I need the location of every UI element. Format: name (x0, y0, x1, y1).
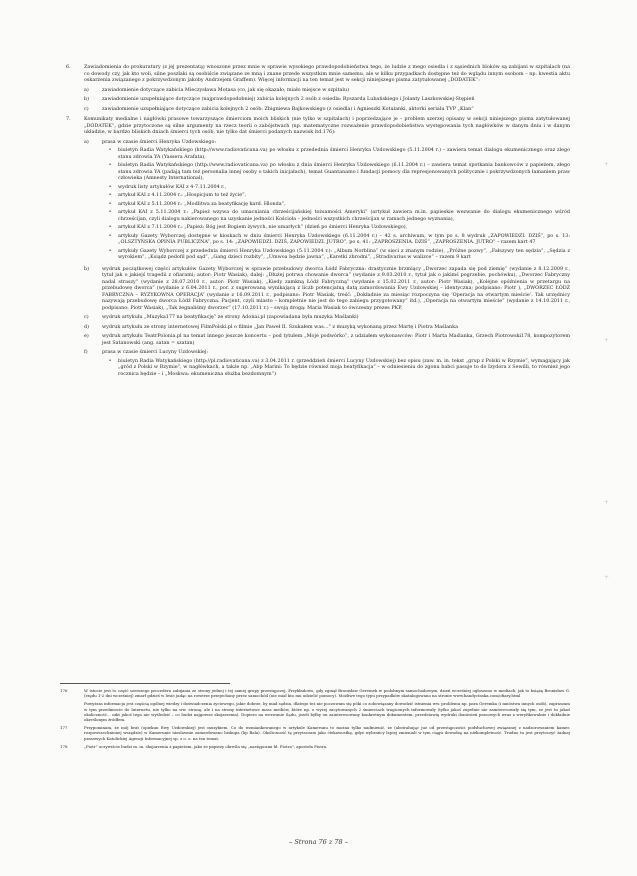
sub-item: a) prasa w czasie śmierci Henryka Uzdowskiego: • biuletyn Radia Watykańskiego (http://www.radiovaticana.va) po włosku z przedednia śmierci Henryka Uzdowskiego (5.11.2004 r.) – zawiera temat dialogu ekumenicznego oraz zlego stanu zdrowia YA (Yassera Arafata), • biuletyn Radia Watykańskiego (http://www.radiovaticana.va) po włosku z dnia śmierci Henryka Uzdowskiego (6.11.2004 r.) – zawiera temat spotkania bankowców z papieżem, złego stanu zdrowia YA (padają tam też personalia innej osoby o takich inicjałach), temat Guantanamo i fundacji pomocy dla represjonowanych politycznie i pokrzywdzonych łamaniem praw człowieka (Amnesty International), • wydruk listy artykułów KAI z 4-7.11.2004 r., • artykuł KAI z 4.11.2004 r.: „Hospicjum to też życie”, • artykuł KAI z 5.11.2004 r.: „Modlitwa za beatyfikację kard. Hlonda”, • artykuł KAI z 5.11.2004 r.: „Papież wzywa do umacniania chrześcijańskiej tożsamości Ameryki” (artykuł zawiera m.in. papieskie wezwanie do dialogu ekumenicznego wśród chrześcijan, czyli dialogu nakierowanego na uzyskanie jedności Kościoła – jedności wszystkich chrześcijan w ramach jednego wyznania), • artykuł KAI z 7.11.2004 r.: „Papież: Bóg jest Bogiem żywych, nie umarłych” (dzień po śmierci Henryka Uzdowskiego), • artykuły Gazety Wyborczej dostępne w kioskach w dniu śmierci Henryka Uzdowskiego (6.11.2004 r.) – 42 s. archiwum, w tym po s. 8 wydruk „ZAPOWIEDZI. DZIŚ”, po s. 13: „OLSZTYŃSKA OPINIA PUBLICZNA”, po s. 14: „ZAPOWIEDZI. DZIŚ, ZAPOWIEDZI. JUTRO”, po s. 41: „ZAPROSZENIA. DZIŚ”, „ZAPROSZENIA. JUTRO” – razem kart 47 • artykuły Gazety Wyborczej z przedednia śmierci Henryka Uzdowskiego (5.11.2004 r.): „Album Norblina” (w sieci z znanym rodzie), „Próżne pozwy”, „Fałszywy ten sędzia”, „Sędzia z wyrokiem”, „Ksiądz pedofil pod sąd”, „Gang dzieci rozbity”, „Umwoa będzie jawna”, „Karetki zbrodni”, „Stradivarius w walizce” – razem 9 kart (84, 138, 570, 260)
sub-item: d) wydruk artykułu ze strony internetowej FilmPolski.pl o filmie „Jan Paweł II. Szukałem was…” z muzyką wykonaną przez Martę i Piotra Maślanka (84, 323, 458, 330)
list-item-7 (60, 116, 570, 379)
margin-mark: + (604, 574, 610, 581)
main-content (60, 64, 570, 383)
bullet-item: • artykuł KAI z 5.11.2004 r.: „Papież wzywa do umacniania chrześcijańskiej tożsamości Ameryki” (artykuł zawiera m.in. papieskie wezwanie do dialogu ekumenicznego wśród chrześcijan, czyli dialogu nakierowanego na uzyskanie jedności Kościoła – jedności wszystkich chrześcijan w ramach jednego wyznania), (108, 209, 570, 222)
margin-mark: + (604, 337, 610, 344)
margin-mark: + (604, 161, 610, 168)
bullet-item: • biuletyn Radia Watykańskiego (http://pl.radiovaticana.va) z 3.04.2011 r. (przeddzień śmierci Lucyny Uzdowskiej) bez opisu (zaw. m. in. tekst „grup z Polski w Rzymie”, wymagający jak „gród z Polski w Rzymie”, w nagłówkach, a także np. „Abp Marini: To będzie również moja beatyfikacja” – w odniesieniu do zgonu babci pasuje to do Izydora z Sewilli, to również jego rocznica będzie – i „Moskwa: ekumeniczna służba bezdomnym”) (108, 357, 570, 377)
item-text: Zawiadomienia do prokuratury (z jej prezentatą) wnoszone przez mnie w sprawie wysokiego prawdopodobieństwa tego, że ludzie z mego osiedla i z sąsiednich bloków są zabijani w szpitalach (na co dowody czy, jak kto woli, silne poszlaki są osobiście związane ze mną i znane przede wszystkim mnie samemu, ale w kilku przypadkach dostępne też do wglądu innym osobom – np. kwestia aktu oskarżenia związanego z pokrzywdzonym jakoby Andrzejem Graffem). Więcej informacji na ten temat jest w sekcji niniejszego pisma zatytułowanej „DODATEK”: (84, 64, 570, 83)
margin-mark: + (604, 499, 610, 506)
footnotes (60, 688, 570, 752)
list-item-6 (60, 64, 570, 112)
bullet-item: • biuletyn Radia Watykańskiego (http://www.radiovaticana.va) po włosku z dnia śmierci Henryka Uzdowskiego (6.11.2004 r.) – zawiera temat spotkania bankowców z papieżem, złego stanu zdrowia YA (padają tam też personalia innej osoby o takich inicjałach), temat Guantanamo i fundacji pomocy dla represjonowanych politycznie i pokrzywdzonych łamaniem praw człowieka (Amnesty International), (108, 162, 570, 181)
item-number: 6. (66, 64, 71, 70)
bullet-list (102, 358, 570, 378)
footnote: 177 Przypominam, że mój brat (opiekun Ewy Uzdowskiej) jest muzykiem. Co do wzmiankowanego w artykule Kamerunu to można tylko nadmienić, że (abstrahując już od przestępczości podsłuchowej związanej z nadzorowaniem kamer, rozpowszechnionej wszędzie) w Kamerunie nieslawnie zamordowano biskupa (bp Bala). Okoliczność tą przytaczam jako ciekawostkę, gdyż wybrańcy lepiej zmieniali w tym ciągu dowodzę na niekompletność. Trudno tu jest przytoczyć żadnej prasowych Katolickiej Agencji Informacyjnej sp. z o. o. na ten temat. (60, 725, 570, 741)
sub-item: f) prasa w czasie śmierci Lucyny Uzdowskiej: • biuletyn Radia Watykańskiego (http://pl.radiovaticana.va) z 3.04.2011 r. (przeddzień śmierci Lucyny Uzdowskiej) bez opisu (zaw. m. in. tekst „grup z Polski w Rzymie”, wymagający jak „gród z Polski w Rzymie”, w nagłówkach, a także np. „Abp Marini: To będzie również moja beatyfikacja” – w odniesieniu do zgonu babci pasuje to do Izydora z Sewilli, to również jego rocznica będzie – i „Moskwa: ekumeniczna służba bezdomnym”) (84, 349, 570, 377)
item-text: Komunikaty medialne i nagłówki prasowe towarzyszące śmierciom moich bliskich (nie tylko w szpitalach) i poprzedzające je – problem szerzej opisany w sekcji niniejszego pisma zatytułowanej „DODATEK”, gdzie przytoczone są silne argumenty na rzecz teorii o zabójstwach (np. matematyczne rozważenie prawdopodobieństwa występowania tych nagłówków w danym dniu i w danym układzie, w bardzo bliskich dniach śmierci tych osób, nie tylko dat śmierci podanych nazwisk itd.176): (84, 116, 570, 135)
sub-item: c) zawiadomienie uzupełniające dotyczące zabicia kolejnych 2 osób: Zbigniewa Bajkowskiego (z osiedla) i Agnieszki Kotulanki, aktorki serialu TVP „Klan” (84, 105, 474, 112)
sub-item: c) wydruk artykułu „Muzyka177 na beatyfikację” ze strony Adonai.pl (zapowiadana była muzyka Maślanki) (84, 314, 359, 320)
sub-item: a) zawiadomienie dotyczące zabicia Mieczysława Motasa (co, jak się okazało, miało miejsce w szpitalu) (84, 86, 349, 93)
sub-item: b) wydruk początkowej części artykułów Gazety Wyborczej w sprawie przebudowy dworca Łódź Fabryczna: drastycznie brzmiący „Dworzec zapada się pod ziemię” (wydanie z 8.12.2009 r., tytuł jak o jakiejś tragedii z ofiarami; autor: Piotr Wasiak), dalej: „Dłużej potrwa chowanie dworca” (wydanie z 9.03.2010 r., tytuł jak o jakimś pogrzebie, pochówku), „Dworzec Fabryczny nadal straszy” (wydanie z 28.07.2010 r., autor: Piotr Wasiak), „Kiedy zamkną Łódź Fabryczną” (wydanie z 15.02.2011 r., autor: Piotr Wasiak), „Kolejne opóźnienia w przetargu na przebudowę dworca” (wydanie z 6.04.2011 r., por. z sugerowaną wynikającą z liczb potencjalną datą zamordowania Ewy Uzdowskiej – identyczna; podpisano: Piotr ), „DWORZEC ŁÓDŹ FABRYCZNA – RYZYKOWNA OPERACJA” (wydanie z 16.09.2011 r., podpisano: Piotr Wasiak, treść: „Dokładnie za miesiąc rozpoczyna się ‘Operacja na otwartym mieście’. Tak urzędnicy nazywają przebudowę dworca Łódź Fabryczna. Pacjent, czyli miasto – kompletnie nie jest do tego zabiegu przygotowany” itd.), „Operacja na otwartym mieście” (wydanie z 14.10.2011 r., podpisano: Piotr Wasiak), „Tak żegnaliśmy dworzec” (17.10.2011 r.) – swoją drogą: Maria Wasiak to ówczesny prezes PKP, (84, 265, 570, 311)
item-number: 7. (66, 116, 71, 122)
bullet-item: • artykuł KAI z 4.11.2004 r.: „Hospicjum to też życie”, (108, 192, 247, 198)
footnote: Powyższa informacja jest częścią ogólnej wiedzy i doświadczenia życiowego, jakie dobrze, by miał sędzia, dlatego też nie poczuwam się póki co zobowiązany dowodzić istnienia ww. problemu np. para Geremka (i mnóstwa innych osób), zapraszam w tym przedmiocie do Internetu, nie tylko na ww. stronę, ale i na strony internetowe mass mediów, które np. o wyżej zacytowanych 2 śmierciach tragicznych informowały (tylko jakoś zupełnie nie zainteresowały się tym, że jest tu jakaś okoliczność… nikt jakoś tego nie wyśledzić – co budzi najgorsze skojarzenia). Dopiero na wezwanie Sądu, jeżeli byłby on zainteresowany konkretnym dokumentem, przedstawię wydruki doniesień prasowych wraz z weryfikowalnie i dokładnie określonym źródłem. (84, 701, 570, 723)
footnote-separator (60, 683, 230, 684)
bullet-item: • wydruk listy artykułów KAI z 4-7.11.2004 r., (108, 183, 227, 190)
bullet-item: • biuletyn Radia Watykańskiego (http://www.radiovaticana.va) po włosku z przedednia śmierci Henryka Uzdowskiego (5.11.2004 r.) – zawiera temat dialogu ekumenicznego oraz zlego stanu zdrowia YA (Yassera Arafata), (108, 147, 570, 160)
footnote: 176 W istocie jest to część szerszego procederu zabijania ze strony jednej i tej samej grupy przestępczej. Przykładowo, gdy zginął Bronisław Geremek w podobnym samochodowym, dzień wcześniej ogłoszono w mediach, jak to książę Bronisław G. (rzędu 1-2 dni wcześniej) zmarł gdzieś w lesie jadąc na rowerze przejechany przez samochód (nie miał kto mu udzielić pomocy). Możliwe tego typu przypadków skatalogowano na stronie www.handycinska.com/ofiary.html (60, 688, 570, 699)
bullet-item: • artykuły Gazety Wyborczej z przedednia śmierci Henryka Uzdowskiego (5.11.2004 r.): „Album Norblina” (w sieci z znanym rodzie), „Próżne pozwy”, „Fałszywy ten sędzia”, „Sędzia z wyrokiem”, „Ksiądz pedofil pod sąd”, „Gang dzieci rozbity”, „Umwoa będzie jawna”, „Karetki zbrodni”, „Stradivarius w walizce” – razem 9 kart (108, 247, 570, 260)
bullet-item: • artykuł KAI z 5.11.2004 r.: „Modlitwa za beatyfikację kard. Hlonda”, (108, 200, 286, 207)
bullet-item: • artykuł KAI z 7.11.2004 r.: „Papież: Bóg jest Bogiem żywych, nie umarłych” (dzień po śmierci Henryka Uzdowskiego), (108, 224, 408, 230)
bullet-item: • artykuły Gazety Wyborczej dostępne w kioskach w dniu śmierci Henryka Uzdowskiego (6.11.2004 r.) – 42 s. archiwum, w tym po s. 8 wydruk „ZAPOWIEDZI. DZIŚ”, po s. 13: „OLSZTYŃSKA OPINIA PUBLICZNA”, po s. 14: „ZAPOWIEDZI. DZIŚ, ZAPOWIEDZI. JUTRO”, po s. 41: „ZAPROSZENIA. DZIŚ”, „ZAPROSZENIA. JUTRO” – razem kart 47 (108, 232, 570, 245)
bullet-list (102, 147, 570, 261)
sub-item: b) zawiadomienie uzupełniające dotyczące (najprawdopodobniej) zabicia kolejnych 2 osób z osiedla: Ryszarda Lubańskiego i Jolanty Laszkowskiej-Stępień (84, 96, 475, 102)
footnote: 178 „Piotr” oczywiście budzi m. in. skojarzenia z papieżem, jako że papieży określa się „następcami bł. Piotra”, apostoła Piotra. (60, 743, 328, 749)
page-number: – Strona 76 z 78 – (289, 838, 348, 846)
sub-item: e) wydruk artykułu TeatrPolonia.pl na temat innego jeszcze koncertu – pod tytułem „Moje podwórko”, z udziałem wykonawców: Piotr i Marta Maślanka, Grzech Piotrowski178, kompozytorem jest Satanowski (ang. satan = szatan) (84, 333, 570, 346)
